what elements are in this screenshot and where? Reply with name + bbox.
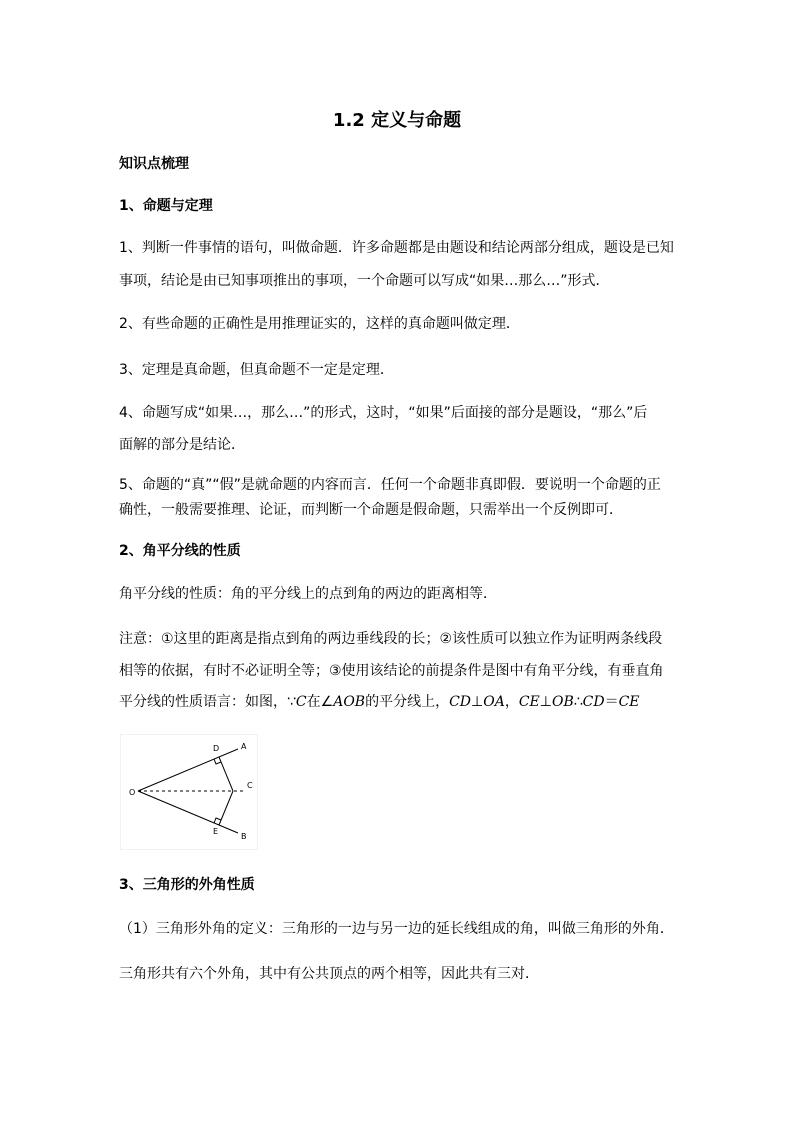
paragraph-5-line-2: 确性，一般需要推理、论证，而判断一个命题是假命题，只需举出一个反例即可．	[119, 502, 623, 518]
paragraph-2: 2、有些命题的正确性是用推理证实的，这样的真命题叫做定理．	[119, 316, 520, 332]
paragraph-4-line-1: 4、命题写成“如果…，那么…”的形式，这时，“如果”后面接的部分是题设，“那么”后	[119, 405, 648, 421]
figure-svg	[120, 734, 258, 850]
therefore-symbol: ∴	[573, 694, 583, 710]
heading-propositions: 1、命题与定理	[119, 198, 213, 214]
math-OA: OA	[483, 694, 505, 710]
math-C: C	[295, 694, 307, 710]
perp-symbol: ⊥	[471, 694, 484, 710]
label-D: D	[213, 744, 220, 753]
note-text: 在∠	[306, 694, 334, 710]
note-line-3	[119, 693, 679, 711]
note-text: 的平分线上，	[365, 694, 450, 710]
paragraph-4-line-2: 面解的部分是结论．	[119, 437, 245, 453]
label-A: A	[241, 742, 247, 751]
math-CD: CD	[449, 694, 472, 710]
exterior-angle-definition: （1）三角形外角的定义：三角形的一边与另一边的延长线组成的角，叫做三角形的外角．	[119, 921, 674, 937]
equals-symbol: ＝	[604, 694, 619, 710]
perp-symbol: ⊥	[539, 694, 552, 710]
label-B: B	[241, 832, 247, 841]
note-line-2: 相等的依据，有时不必证明全等；③使用该结论的前提条件是图中有角平分线，有垂直角	[119, 663, 664, 679]
angle-bisector-figure	[120, 734, 258, 850]
heading-angle-bisector: 2、角平分线的性质	[119, 543, 241, 559]
paragraph-1-line-2: 事项，结论是由已知事项推出的事项，一个命题可以写成“如果…那么…”形式．	[119, 273, 610, 289]
paragraph-3: 3、定理是真命题，但真命题不一定是定理．	[119, 362, 394, 378]
paragraph-1-line-1: 1、判断一件事情的语句，叫做命题．许多命题都是由题设和结论两部分组成，题设是已知	[119, 240, 674, 256]
section-heading: 知识点梳理	[119, 156, 189, 172]
exterior-angle-count: 三角形共有六个外角，其中有公共顶点的两个相等，因此共有三对．	[119, 966, 539, 982]
angle-bisector-property: 角平分线的性质：角的平分线上的点到角的两边的距离相等．	[119, 586, 497, 602]
note-text: ，	[504, 694, 519, 710]
label-O: O	[129, 788, 136, 797]
note-line-1: 注意：①这里的距离是指点到角的两边垂线段的长；②该性质可以独立作为证明两条线段	[119, 631, 663, 647]
paragraph-5-line-1: 5、命题的“真”“假”是就命题的内容而言．任何一个命题非真即假．要说明一个命题的正	[119, 477, 661, 493]
math-CE: CE	[518, 694, 540, 710]
math-AOB: AOB	[333, 694, 366, 710]
heading-exterior-angle: 3、三角形的外角性质	[119, 877, 255, 893]
label-E: E	[213, 827, 219, 836]
page-title: 1.2 定义与命题	[332, 110, 462, 131]
math-OB: OB	[551, 694, 574, 710]
math-CE: CE	[618, 694, 640, 710]
note-text: 平分线的性质语言：如图，∵	[119, 694, 296, 710]
math-CD: CD	[582, 694, 605, 710]
label-C: C	[247, 781, 253, 790]
